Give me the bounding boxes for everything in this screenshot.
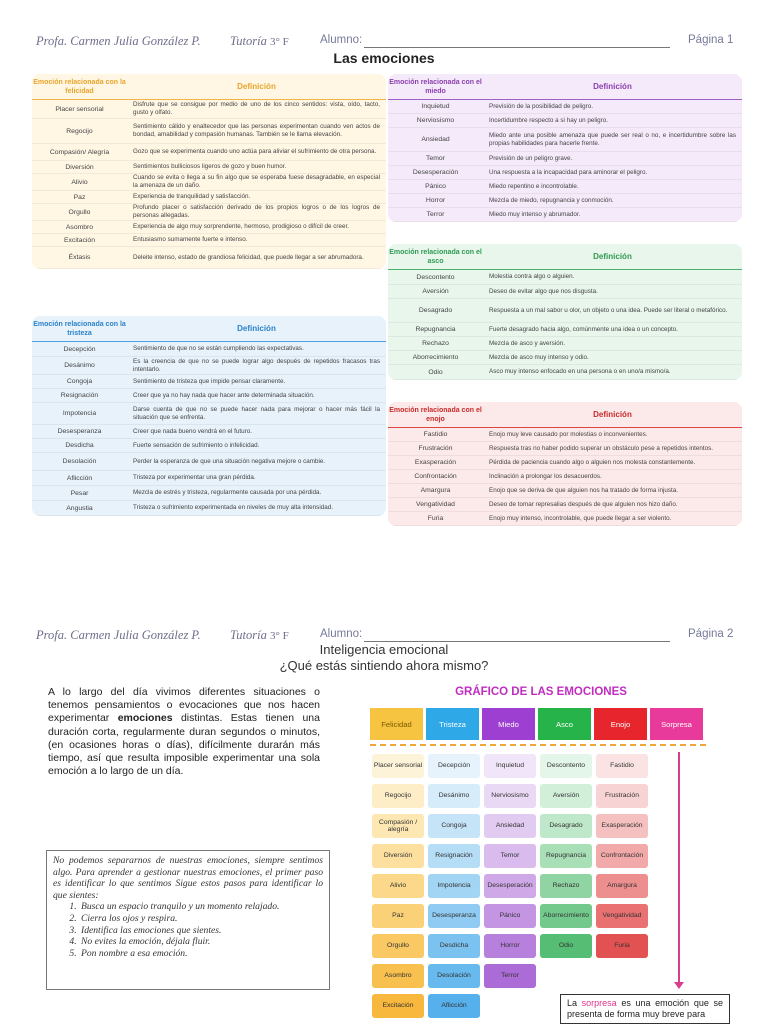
steps-box	[46, 850, 330, 990]
emotion-definition: Enojo muy intenso, incontrolable, que puede llegar a ser violento.	[489, 514, 672, 522]
chart-cell: Diversión	[372, 844, 424, 868]
table-row	[388, 428, 742, 442]
intro-paragraph	[48, 686, 320, 778]
chart-cell: Congoja	[428, 814, 480, 838]
emotion-definition: Cuando se evita o llega a su fin algo que se esperaba fuese desagradable, en especial la amenaza de un daño.	[133, 174, 380, 189]
table-row	[388, 299, 742, 323]
table-row	[388, 351, 742, 365]
emotion-name: Aversión	[422, 288, 449, 295]
chart-cell: Terror	[484, 964, 536, 988]
step-item: 4. No evites la emoción, déjala fluir.	[79, 936, 323, 948]
column-header-definition: Definición	[237, 324, 276, 333]
chart-cell: Desesperación	[484, 874, 536, 898]
table-row	[388, 166, 742, 180]
emotion-definition: Mezcla de asco muy intenso y odio.	[489, 353, 589, 361]
note-keyword: sorpresa	[581, 998, 617, 1008]
table-row	[32, 471, 386, 486]
emotion-name: Horror	[425, 197, 446, 204]
sorpresa-arrow-line	[678, 752, 680, 984]
table-row	[32, 100, 386, 119]
table-row	[388, 152, 742, 166]
table-row	[32, 174, 386, 191]
note-text-before: La	[567, 998, 582, 1008]
emotion-name: Amargura	[420, 487, 451, 494]
chart-cell: Alivio	[372, 874, 424, 898]
chart-cell: Aflicción	[428, 994, 480, 1018]
chart-cell: Fastidio	[596, 754, 648, 778]
emotion-definition: Disfrute que se consigue por medio de uno de los cinco sentidos: vista, oído, tacto, gusto y olfato.	[133, 101, 380, 116]
alumno-label: Alumno:	[320, 628, 363, 640]
emotion-definition: Darse cuenta de que no se puede hacer nada para mejorar o hacer más fácil la situación que se enfrenta.	[133, 405, 380, 421]
steps-list	[79, 901, 323, 959]
table-header	[388, 244, 742, 270]
emotion-name: Éxtasis	[68, 254, 91, 261]
column-header-emotion: Emoción relacionada con el enojo	[389, 406, 482, 423]
emotion-name: Excitación	[64, 236, 95, 244]
emotion-definition: Enojo muy leve causado por molestias o inconvenientes.	[489, 430, 648, 438]
group-label: 3° F	[269, 36, 289, 48]
chart-cell: Repugnancia	[540, 844, 592, 868]
emotion-name: Alivio	[71, 178, 88, 186]
emotion-definition: Tristeza por experimentar una gran pérdida.	[133, 474, 256, 481]
table-row	[388, 512, 742, 526]
table-row	[32, 357, 386, 375]
sorpresa-note	[560, 994, 730, 1024]
emotion-name: Inquietud	[421, 103, 450, 110]
emotion-definition: Deseo de tomar represalias después de que alguien nos hizo daño.	[489, 500, 678, 508]
page2-title	[0, 642, 768, 674]
chart-cell: Regocijo	[372, 784, 424, 808]
table-row	[32, 453, 386, 471]
chart-column-tristeza: Tristeza	[426, 708, 479, 740]
table-row	[32, 439, 386, 453]
emotion-name: Pánico	[425, 183, 446, 190]
step-item: 1. Busca un espacio tranquilo y un momento relajado.	[79, 901, 323, 913]
emotion-name: Orgullo	[68, 208, 91, 216]
emotion-definition: Es la creencia de que no se puede lograr algo después de repetidos fracasos tras intentarlo.	[133, 357, 380, 373]
column-header-emotion: Emoción relacionada con el asco	[389, 248, 482, 265]
chart-cell: Impotencia	[428, 874, 480, 898]
note-text-after: es una emoción que se presenta de forma muy breve para	[567, 998, 723, 1019]
emotion-name: Pesar	[70, 489, 89, 497]
emotion-chart-title: GRÁFICO DE LAS EMOCIONES	[455, 686, 627, 698]
chart-cell: Descontento	[540, 754, 592, 778]
chart-cell: Aborrecimiento	[540, 904, 592, 928]
emotion-definition: Mezcla de miedo, repugnancia y conmoción.	[489, 196, 614, 204]
emotion-name: Descontento	[416, 273, 455, 281]
table-row	[32, 234, 386, 247]
emotion-definition: Una respuesta a la incapacidad para aminorar el peligro.	[489, 168, 648, 176]
alumno-name-line[interactable]	[364, 47, 670, 48]
emotion-definition: Sentimiento cálido y enaltecedor que las personas experimentan cuando ven actos de bondad, amabilidad y compasión humanas. También se le llama elevación.	[133, 123, 380, 138]
page-title: Las emociones	[333, 50, 435, 66]
chart-column-enojo: Enojo	[594, 708, 647, 740]
table-row	[388, 194, 742, 208]
table-body	[388, 428, 742, 526]
chart-cell: Inquietud	[484, 754, 536, 778]
emotion-definition: Previsión de un peligro grave.	[489, 154, 573, 162]
emotion-name: Regocijo	[66, 127, 93, 135]
emotion-name: Repugnancia	[415, 326, 456, 333]
column-header-definition: Definición	[593, 252, 632, 261]
emotion-name: Nerviosismo	[416, 117, 455, 124]
chart-cell: Exasperación	[596, 814, 648, 838]
table-body	[32, 342, 386, 516]
table-row	[32, 144, 386, 161]
emotion-definition: Experiencia de tranquilidad y satisfacción.	[133, 193, 251, 200]
emotion-definition: Perder la esperanza de que una situación negativa mejore o cambie.	[133, 457, 326, 465]
emotion-definition: Fuerte sensación de sufrimiento o infelicidad.	[133, 441, 260, 449]
tutoria-label	[230, 628, 289, 643]
table-felicidad	[32, 74, 386, 269]
chart-column-felicidad: Felicidad	[370, 708, 423, 740]
emotion-name: Odio	[428, 368, 443, 376]
emotion-definition: Fuerte desagrado hacia algo, comúnmente una idea o un concepto.	[489, 325, 679, 333]
emotion-definition: Pérdida de paciencia cuando algo o alguien nos molesta constantemente.	[489, 458, 696, 466]
table-row	[32, 486, 386, 501]
emotion-definition: Asco muy intenso enfocado en una persona o en uno/a mismo/a.	[489, 368, 671, 375]
emotion-name: Aborrecimiento	[412, 354, 459, 361]
chart-cell: Desagrado	[540, 814, 592, 838]
emotion-name: Impotencia	[62, 410, 97, 417]
title-line-1: Inteligencia emocional	[319, 642, 449, 657]
table-row	[32, 247, 386, 269]
table-row	[388, 442, 742, 456]
tutoria-text: Tutoría	[230, 628, 267, 642]
emotion-definition: Miedo repentino e incontrolable.	[489, 182, 579, 190]
emotion-chart-header	[370, 708, 706, 746]
chart-cell: Orgullo	[372, 934, 424, 958]
chart-column-miedo: Miedo	[482, 708, 535, 740]
emotion-definition: Profundo placer o satisfacción derivado de los propios logros o de los logros de personas allegadas.	[133, 204, 380, 219]
emotion-definition: Inclinación a prolongar los desacuerdos.	[489, 472, 602, 480]
table-asco	[388, 244, 742, 380]
table-header	[32, 316, 386, 342]
chart-cell: Rechazo	[540, 874, 592, 898]
emotion-name: Terror	[426, 211, 445, 218]
table-header	[388, 402, 742, 428]
chart-cell: Desesperanza	[428, 904, 480, 928]
table-body	[388, 270, 742, 380]
steps-intro: No podemos separarnos de nuestras emociones, siempre sentimos algo. Para aprender a gestionar nuestras emociones, el primer paso es identificar lo que sentimos Sigue estos pasos para identificar lo que sientes:	[53, 855, 323, 901]
emotion-name: Exasperación	[414, 459, 457, 466]
table-header	[388, 74, 742, 100]
intro-text-after: distintas. Estas tienen una duración corta, regularmente duran segundos o minutos, (en ocasiones horas o días), difícilmente durarán más tiempo, así que resulta imposible experimentar una sola emoción a lo largo de un día.	[48, 712, 320, 778]
emotion-definition: Sentimiento de tristeza que impide pensar claramente.	[133, 377, 286, 385]
teacher-name: Profa. Carmen Julia González P.	[36, 628, 201, 642]
emotion-name: Desesperación	[412, 169, 459, 176]
emotion-definition: Previsión de la posibilidad de peligro.	[489, 102, 593, 110]
table-row	[388, 456, 742, 470]
title-line-2: ¿Qué estás sintiendo ahora mismo?	[279, 658, 489, 673]
table-row	[32, 425, 386, 439]
emotion-definition: Deseo de evitar algo que nos disgusta.	[489, 287, 598, 295]
emotion-definition: Incertidumbre respecto a si hay un peligro.	[489, 116, 609, 124]
column-header-definition: Definición	[237, 82, 276, 91]
emotion-name: Congoja	[66, 378, 93, 385]
table-body	[32, 100, 386, 269]
table-row	[388, 270, 742, 285]
emotion-definition: Enojo que se deriva de que alguien nos ha tratado de forma injusta.	[489, 486, 679, 494]
emotion-definition: Miedo ante una posible amenaza que puede ser real o no, e incertidumbre sobre las propias habilidades para hacerle frente.	[489, 131, 736, 147]
emotion-name: Ansiedad	[421, 136, 450, 143]
table-row	[388, 208, 742, 222]
emotion-name: Fastidio	[423, 431, 448, 438]
table-row	[388, 470, 742, 484]
table-row	[388, 365, 742, 380]
emotion-definition: Respuesta tras no haber podido superar un obstáculo pese a repetidos intentos.	[489, 444, 714, 452]
group-label: 3° F	[269, 630, 289, 642]
emotion-name: Frustración	[418, 445, 453, 452]
column-header-emotion: Emoción relacionada con la felicidad	[33, 78, 126, 95]
tutoria-label	[230, 34, 289, 49]
page-number: Página 2	[688, 628, 734, 640]
emotion-definition: Creer que ya no hay nada que hacer ante determinada situación.	[133, 391, 315, 399]
emotion-definition: Experiencia de algo muy sorprendente, hermoso, prodigioso o difícil de creer.	[133, 223, 349, 230]
chart-cell: Paz	[372, 904, 424, 928]
table-tristeza	[32, 316, 386, 516]
emotion-name: Placer sensorial	[55, 105, 104, 113]
alumno-label: Alumno:	[320, 34, 363, 46]
emotion-name: Compasión/ Alegría	[49, 148, 110, 156]
chart-cell: Vengatividad	[596, 904, 648, 928]
table-row	[388, 100, 742, 114]
chart-cell: Odio	[540, 934, 592, 958]
table-row	[388, 114, 742, 128]
chart-cell: Nerviosismo	[484, 784, 536, 808]
intro-keyword: emociones	[117, 712, 173, 725]
table-body	[388, 100, 742, 222]
table-row	[388, 498, 742, 512]
emotion-name: Rechazo	[422, 340, 449, 347]
emotion-definition: Sentimiento de que no se están cumpliendo las expectativas.	[133, 345, 304, 352]
chart-cell: Horror	[484, 934, 536, 958]
table-row	[32, 403, 386, 425]
emotion-name: Diversión	[65, 163, 94, 171]
emotion-definition: Gozo que se experimenta cuando uno actúa para aliviar el sufrimiento de otra persona.	[133, 148, 377, 155]
emotion-name: Angustia	[66, 504, 93, 512]
emotion-name: Vengatividad	[416, 501, 455, 508]
table-row	[388, 180, 742, 194]
table-row	[32, 204, 386, 221]
table-row	[388, 323, 742, 337]
chart-cell: Resignación	[428, 844, 480, 868]
emotion-definition: Mezcla de asco y aversión.	[489, 339, 565, 347]
chart-cell: Amargura	[596, 874, 648, 898]
emotion-name: Aflicción	[66, 474, 93, 482]
emotion-name: Desdicha	[65, 442, 94, 449]
step-item: 5. Pon nombre a esa emoción.	[79, 948, 323, 960]
emotion-name: Desolación	[62, 458, 97, 465]
chart-cell: Desdicha	[428, 934, 480, 958]
emotion-definition: Mezcla de estrés y tristeza, regularmente causada por una pérdida.	[133, 489, 322, 496]
chart-cell: Aversión	[540, 784, 592, 808]
emotion-name: Confrontación	[414, 473, 457, 480]
table-row	[388, 128, 742, 152]
emotion-name: Desagrado	[418, 307, 453, 314]
intro-text-before: A lo largo del día vivimos diferentes situaciones o tenemos pensamientos o evocaciones que nos hacen experimentar	[48, 686, 320, 725]
emotion-name: Paz	[73, 193, 86, 201]
chart-cell: Compasión / alegría	[372, 814, 424, 838]
emotion-definition: Deleite intenso, estado de grandiosa felicidad, que puede llegar a ser abrumadora.	[133, 253, 364, 261]
emotion-name: Temor	[426, 155, 445, 162]
chart-cell: Ansiedad	[484, 814, 536, 838]
teacher-name: Profa. Carmen Julia González P.	[36, 34, 201, 48]
chart-cell: Desolación	[428, 964, 480, 988]
chart-cell: Decepción	[428, 754, 480, 778]
emotion-definition: Respuesta a un mal sabor u olor, un objeto o una idea. Puede ser literal o metafórico.	[489, 306, 728, 314]
chart-cell: Confrontación	[596, 844, 648, 868]
emotion-name: Desánimo	[64, 362, 95, 369]
table-row	[32, 501, 386, 516]
emotion-name: Furia	[427, 515, 444, 522]
step-item: 3. Identifica las emociones que sientes.	[79, 925, 323, 937]
chart-cell: Furia	[596, 934, 648, 958]
table-row	[32, 375, 386, 389]
chart-cell: Frustración	[596, 784, 648, 808]
emotion-name: Resignación	[60, 392, 99, 399]
table-row	[32, 119, 386, 144]
table-row	[388, 337, 742, 351]
emotion-definition: Molestia contra algo o alguien.	[489, 273, 575, 280]
page-number: Página 1	[688, 34, 734, 46]
emotion-name: Desesperanza	[57, 428, 102, 435]
chart-column-asco: Asco	[538, 708, 591, 740]
chart-cell: Asombro	[372, 964, 424, 988]
emotion-definition: Creer que nada bueno vendrá en el futuro.	[133, 427, 253, 435]
table-row	[32, 342, 386, 357]
table-miedo	[388, 74, 742, 222]
table-row	[32, 389, 386, 403]
table-row	[388, 285, 742, 299]
chart-column-sorpresa: Sorpresa	[650, 708, 703, 740]
column-header-emotion: Emoción relacionada con el miedo	[389, 78, 482, 95]
chart-cell: Placer sensorial	[372, 754, 424, 778]
column-header-definition: Definición	[593, 82, 632, 91]
tutoria-text: Tutoría	[230, 34, 267, 48]
table-enojo	[388, 402, 742, 526]
chart-cell: Pánico	[484, 904, 536, 928]
table-header	[32, 74, 386, 100]
column-header-emotion: Emoción relacionada con la tristeza	[33, 320, 126, 337]
chart-cell: Desánimo	[428, 784, 480, 808]
arrow-down-icon	[674, 982, 684, 989]
column-header-definition: Definición	[593, 410, 632, 419]
emotion-definition: Miedo muy intenso y abrumador.	[489, 210, 581, 218]
chart-cell: Excitación	[372, 994, 424, 1018]
table-row	[388, 484, 742, 498]
emotion-definition: Tristeza o sufrimiento experimentada en niveles de muy alta intensidad.	[133, 504, 333, 511]
emotion-definition: Sentimientos bulliciosos ligeros de gozo y buen humor.	[133, 163, 287, 170]
emotion-definition: Entusiasmo sumamente fuerte e intenso.	[133, 236, 248, 243]
emotion-name: Asombro	[65, 223, 94, 231]
table-row	[32, 221, 386, 234]
step-item: 2. Cierra los ojos y respira.	[79, 913, 323, 925]
chart-cell: Temor	[484, 844, 536, 868]
emotion-name: Decepción	[63, 345, 96, 353]
